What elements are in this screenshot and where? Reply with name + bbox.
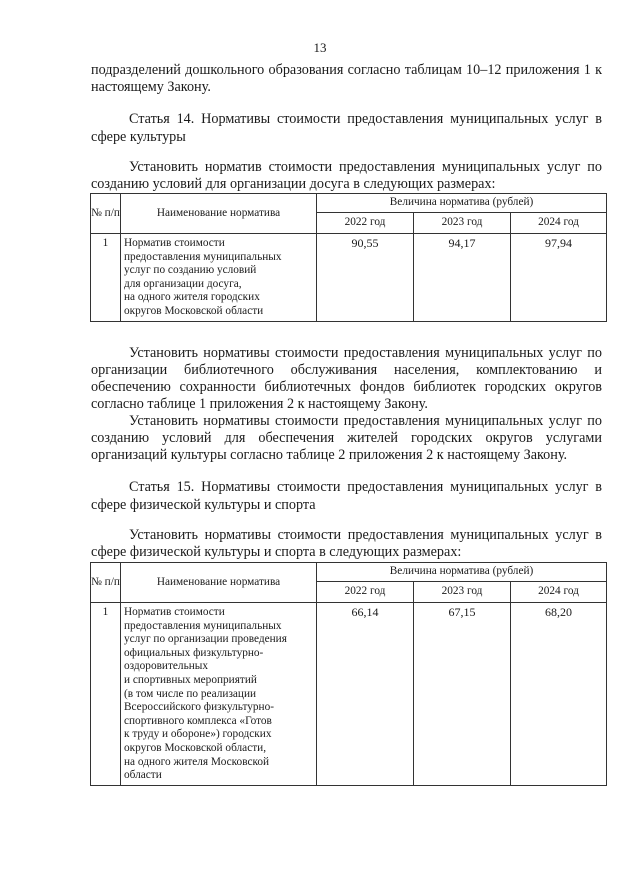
page-number: 13 — [313, 40, 327, 55]
table-row — [91, 234, 607, 322]
value-2024: 97,94 — [511, 234, 607, 322]
value-2022: 90,55 — [317, 234, 414, 322]
col-header-year-2024: 2024 год — [511, 213, 607, 234]
col-header-year-2024: 2024 год — [511, 582, 607, 603]
value-2023: 67,15 — [414, 603, 511, 786]
row-number: 1 — [91, 603, 121, 786]
table-row — [91, 603, 607, 786]
culture-norm-table — [90, 193, 607, 322]
col-header-year-2023: 2023 год — [414, 213, 511, 234]
col-header-year-2022: 2022 год — [317, 213, 414, 234]
article-14-title: Статья 14. Нормативы стоимости предоставления муниципальных услуг в сфере культуры — [91, 111, 602, 145]
col-header-value: Величина норматива (рублей) — [317, 194, 607, 213]
value-2023: 94,17 — [414, 234, 511, 322]
col-header-name: Наименование норматива — [121, 194, 317, 234]
row-name: Норматив стоимости предоставления муниципальных услуг по организации проведения официальных физкультурно- оздоровительных и спортивных мероприятий (в том числе по реализации Всероссийского физкультурно- спортивного комплекса «Готов к труду и обороне») городских округов Московской области, на одного жителя Московской области — [121, 603, 317, 786]
col-header-name: Наименование норматива — [121, 563, 317, 603]
article-15-lead: Установить нормативы стоимости предоставления муниципальных услуг в сфере физической культуры и спорта в следующих размерах: — [91, 527, 602, 560]
row-number: 1 — [91, 234, 121, 322]
value-2024: 68,20 — [511, 603, 607, 786]
article-14-lead: Установить норматив стоимости предоставления муниципальных услуг по созданию условий для организации досуга в следующих размерах: — [91, 159, 602, 192]
intro-paragraph: подразделений дошкольного образования согласно таблицам 10–12 приложения 1 к настоящему Закону. — [91, 62, 602, 95]
article-14-paragraph-1: Установить нормативы стоимости предоставления муниципальных услуг по организации библиотечного обслуживания населения, комплектованию и обеспечению сохранности библиотечных фондов библиотек городских округов согласно таблице 1 приложения 2 к настоящему Закону. — [91, 345, 602, 412]
col-header-number: № п/п — [91, 194, 121, 234]
col-header-year-2022: 2022 год — [317, 582, 414, 603]
sport-norm-table — [90, 562, 607, 786]
col-header-number: № п/п — [91, 563, 121, 603]
row-name: Норматив стоимости предоставления муниципальных услуг по созданию условий для организации досуга, на одного жителя городских округов Московской области — [121, 234, 317, 322]
article-14-paragraph-2: Установить нормативы стоимости предоставления муниципальных услуг по созданию условий для обеспечения жителей городских округов услугами организаций культуры согласно таблице 2 приложения 2 к настоящему Закону. — [91, 413, 602, 463]
article-15-title: Статья 15. Нормативы стоимости предоставления муниципальных услуг в сфере физической культуры и спорта — [91, 479, 602, 513]
value-2022: 66,14 — [317, 603, 414, 786]
col-header-value: Величина норматива (рублей) — [317, 563, 607, 582]
col-header-year-2023: 2023 год — [414, 582, 511, 603]
